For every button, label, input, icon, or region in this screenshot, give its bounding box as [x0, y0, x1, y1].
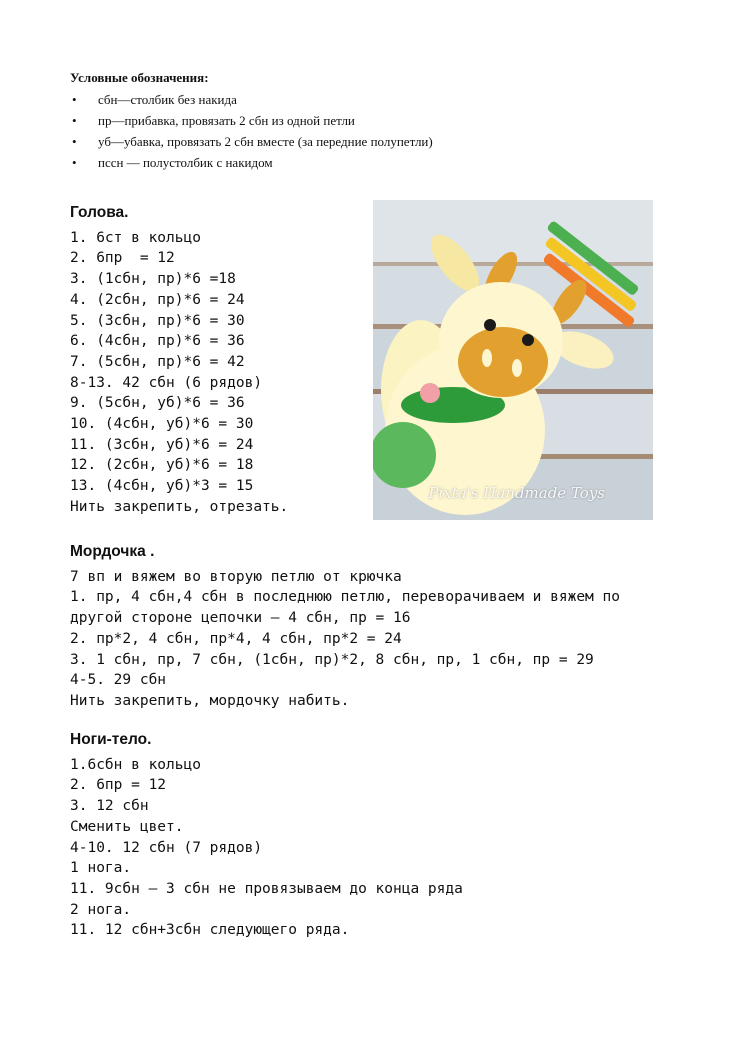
pattern-row: 1. 6ст в кольцо	[70, 229, 201, 246]
pattern-row: 13. (4сбн, уб)*3 = 15	[70, 478, 254, 495]
pattern-row: 2. 6пр = 12	[70, 777, 167, 794]
pattern-row: 1.6сбн в кольцо	[70, 756, 201, 773]
pattern-row: 7. (5сбн, пр)*6 = 42	[70, 353, 245, 370]
pattern-row: 5. (3сбн, пр)*6 = 30	[70, 312, 245, 329]
section-title-head: Голова.	[70, 204, 129, 221]
pattern-row: 11. 12 сбн+3сбн следующего ряда.	[70, 922, 350, 939]
pattern-row: 2. 6пр = 12	[70, 250, 175, 267]
pattern-row: 11. 9сбн — 3 сбн не провязываем до конца ряда	[70, 880, 463, 897]
pattern-row: Нить закрепить, мордочку набить.	[70, 692, 350, 709]
pattern-row: 4. (2сбн, пр)*6 = 24	[70, 291, 245, 308]
section-legs-body	[70, 730, 463, 941]
section-muzzle	[70, 542, 620, 712]
pattern-row: 12. (2сбн, уб)*6 = 18	[70, 457, 254, 474]
pattern-row: 3. 12 сбн	[70, 798, 149, 815]
section-title-muzzle: Мордочка .	[70, 543, 155, 560]
toy-photo	[373, 200, 653, 520]
section-head	[70, 203, 288, 518]
pattern-row: Сменить цвет.	[70, 818, 184, 835]
pattern-row: 11. (3сбн, уб)*6 = 24	[70, 436, 254, 453]
pattern-row: Нить закрепить, отрезать.	[70, 498, 289, 515]
legend-list	[70, 90, 433, 172]
pattern-row: 1. пр, 4 сбн,4 сбн в последнюю петлю, переворачиваем и вяжем по	[70, 589, 620, 606]
legend-item: • уб—убавка, провязать 2 сбн вместе (за передние полупетли)	[98, 132, 433, 151]
pattern-row: 3. (1сбн, пр)*6 =18	[70, 271, 236, 288]
pattern-row: 1 нога.	[70, 860, 132, 877]
pattern-row: 10. (4сбн, уб)*6 = 30	[70, 416, 254, 433]
pattern-row: 4-5. 29 сбн	[70, 672, 167, 689]
pattern-row: 6. (4сбн, пр)*6 = 36	[70, 333, 245, 350]
pattern-row: 2. пр*2, 4 сбн, пр*4, 4 сбн, пр*2 = 24	[70, 630, 402, 647]
legend-item: • сбн—столбик без накида	[98, 90, 433, 109]
pattern-row: другой стороне цепочки — 4 сбн, пр = 16	[70, 610, 411, 627]
photo-watermark: Pixta's Handmade Toys	[428, 484, 605, 502]
pattern-row: 3. 1 сбн, пр, 7 сбн, (1сбн, пр)*2, 8 сбн, пр, 1 сбн, пр = 29	[70, 651, 594, 668]
pattern-row: 4-10. 12 сбн (7 рядов)	[70, 839, 263, 856]
legend	[70, 70, 433, 174]
legend-item: • пр—прибавка, провязать 2 сбн из одной петли	[98, 111, 433, 130]
legend-title: Условные обозначения:	[70, 70, 209, 85]
section-title-legs: Ноги-тело.	[70, 731, 152, 748]
pattern-row: 2 нога.	[70, 901, 132, 918]
legend-item: • пссн — полустолбик с накидом	[98, 153, 433, 172]
pattern-row: 7 вп и вяжем во вторую петлю от крючка	[70, 568, 402, 585]
toy-photo-illustration	[373, 200, 653, 520]
pattern-row: 9. (5сбн, уб)*6 = 36	[70, 395, 245, 412]
pattern-row: 8-13. 42 сбн (6 рядов)	[70, 374, 263, 391]
